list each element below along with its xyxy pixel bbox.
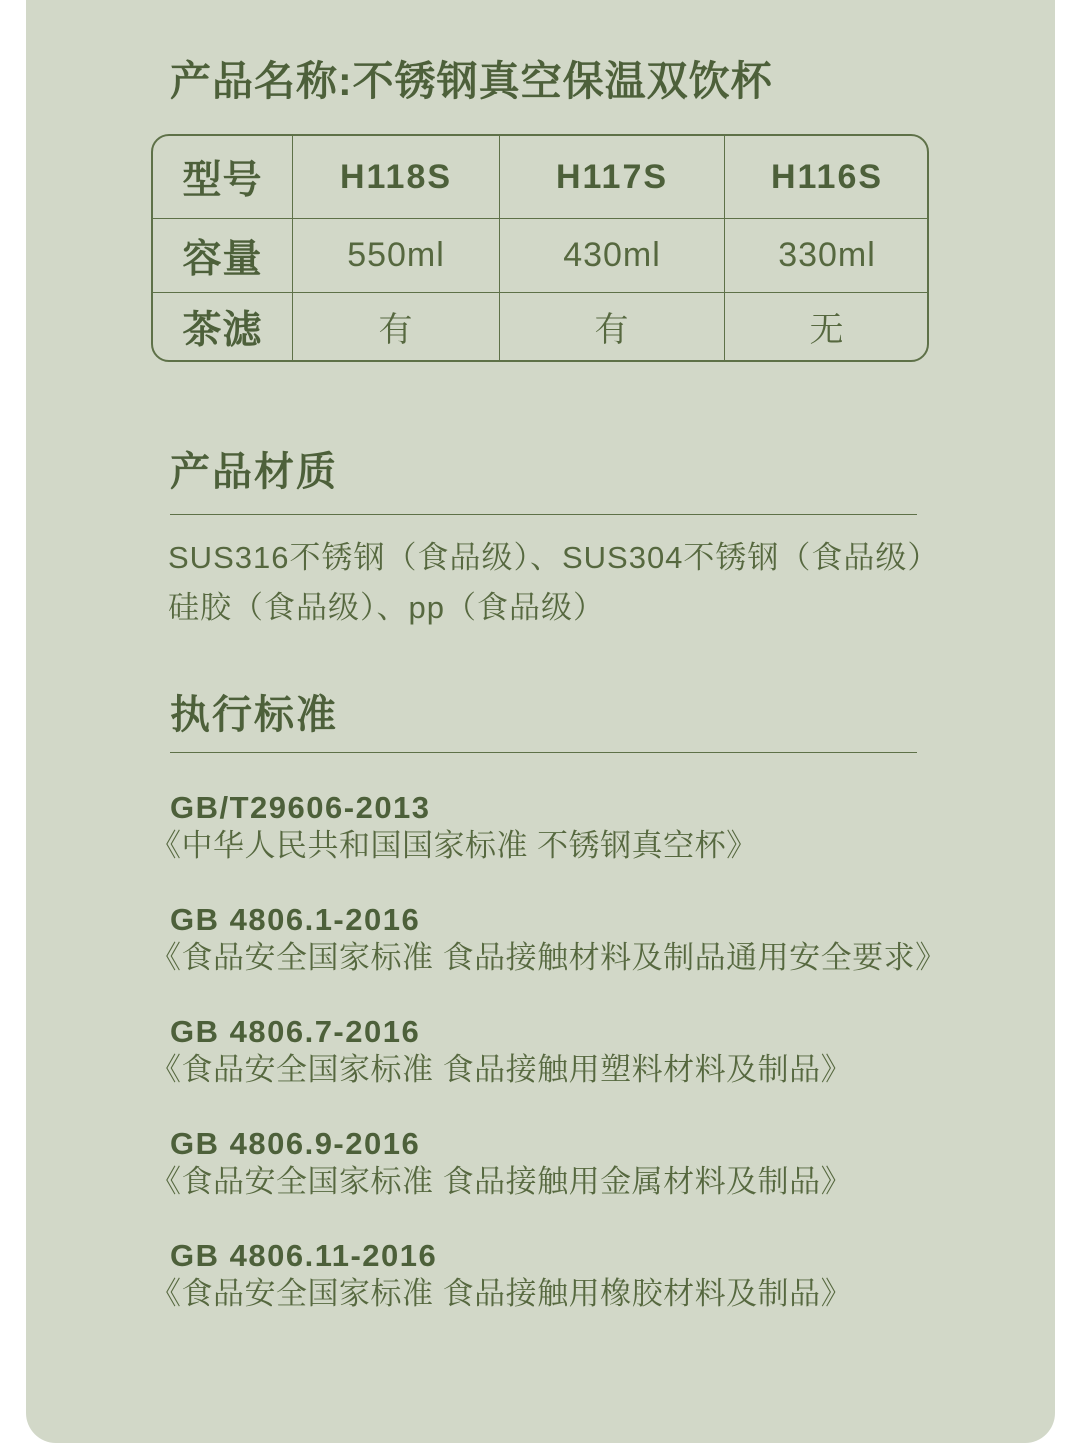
standard-name: 《食品安全国家标准 食品接触材料及制品通用安全要求》 xyxy=(150,940,947,975)
standard-item xyxy=(150,1125,947,1201)
standard-code: GB/T29606-2013 xyxy=(170,790,431,825)
standard-code: GB 4806.11-2016 xyxy=(170,1238,438,1273)
spec-row-label: 容量 xyxy=(153,218,292,292)
spec-cell-model: H117S xyxy=(499,136,724,218)
section-heading-material: 产品材质 xyxy=(170,450,338,494)
standard-code: GB 4806.1-2016 xyxy=(170,902,421,937)
section-divider xyxy=(170,752,917,753)
spec-cell-filter: 有 xyxy=(499,292,724,360)
standard-name: 《食品安全国家标准 食品接触用金属材料及制品》 xyxy=(150,1164,853,1199)
spec-cell-capacity: 330ml xyxy=(724,218,929,292)
material-line: SUS316不锈钢（食品级）、SUS304不锈钢（食品级） xyxy=(168,540,940,575)
standard-item xyxy=(150,1013,947,1089)
standard-code: GB 4806.9-2016 xyxy=(170,1126,421,1161)
standard-item xyxy=(150,789,947,865)
spec-cell-filter: 有 xyxy=(292,292,499,360)
spec-cell-model: H116S xyxy=(724,136,929,218)
material-line: 硅胶（食品级）、pp（食品级） xyxy=(168,590,605,625)
spec-cell-model: H118S xyxy=(292,136,499,218)
product-info-card xyxy=(26,0,1055,1443)
standard-name: 《食品安全国家标准 食品接触用塑料材料及制品》 xyxy=(150,1052,853,1087)
product-title: 产品名称:不锈钢真空保温双饮杯 xyxy=(170,58,773,104)
standard-item xyxy=(150,901,947,977)
material-lines xyxy=(168,533,939,633)
standard-item xyxy=(150,1237,947,1313)
section-divider xyxy=(170,514,917,515)
standard-name: 《食品安全国家标准 食品接触用橡胶材料及制品》 xyxy=(150,1276,853,1311)
standards-list xyxy=(150,789,947,1313)
spec-cell-capacity: 550ml xyxy=(292,218,499,292)
standard-name: 《中华人民共和国国家标准 不锈钢真空杯》 xyxy=(150,828,758,863)
spec-row-label: 型号 xyxy=(182,159,263,202)
section-heading-standards: 执行标准 xyxy=(170,693,338,737)
spec-table xyxy=(151,134,929,362)
spec-cell-filter: 无 xyxy=(724,292,929,360)
spec-row-label: 茶滤 xyxy=(153,292,292,360)
standard-code: GB 4806.7-2016 xyxy=(170,1014,421,1049)
spec-cell-capacity: 430ml xyxy=(499,218,724,292)
